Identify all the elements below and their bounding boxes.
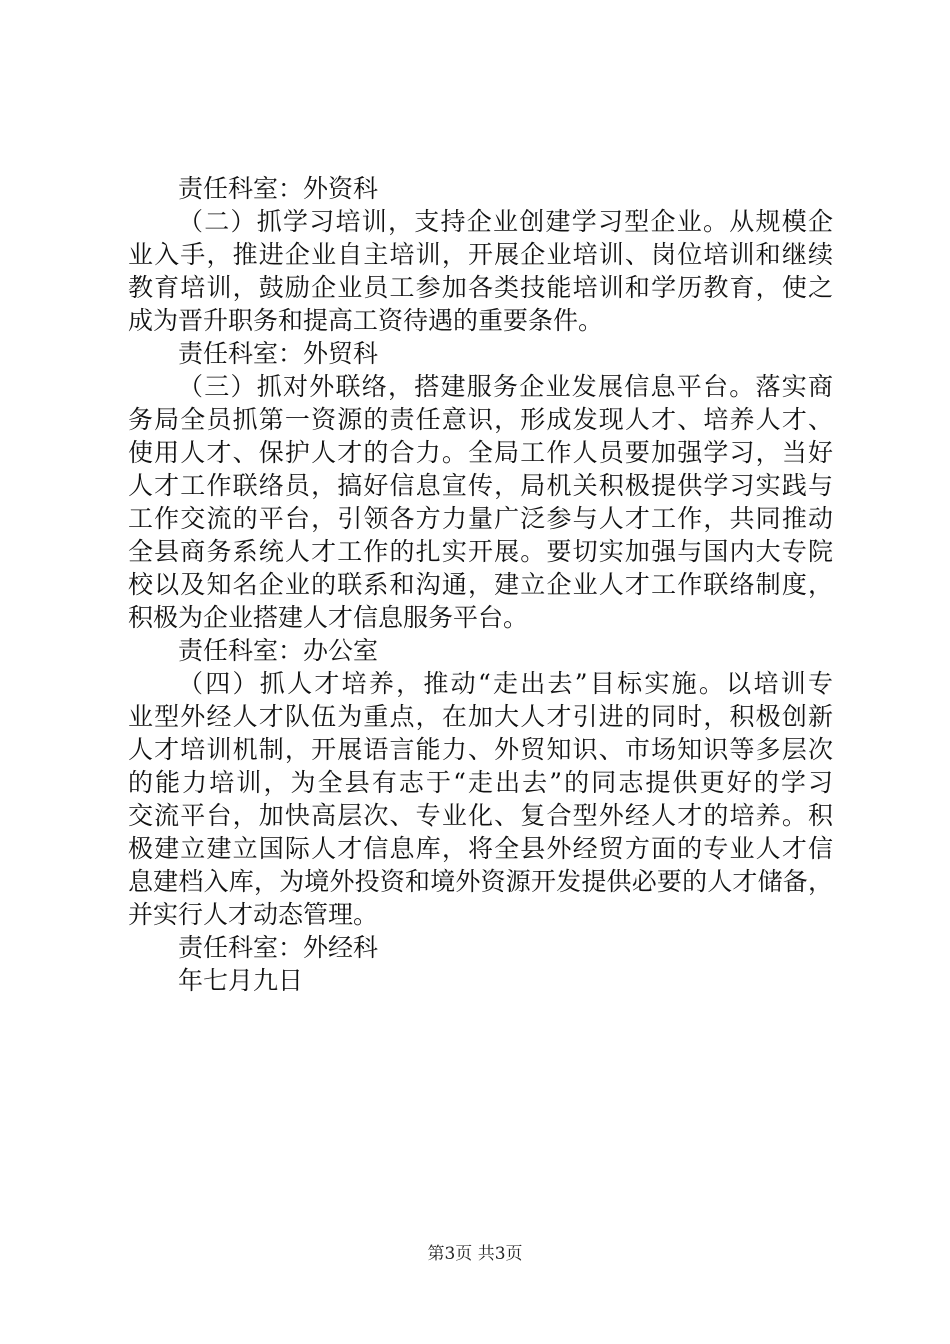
text-line: 务局全员抓第一资源的责任意识，形成发现人才、培养人才、 [128,405,833,434]
text-line: 年七月九日 [178,966,304,995]
text-line: 教育培训，鼓励企业员工参加各类技能培训和学历教育，使之 [128,273,833,302]
text-line: 责任科室：外贸科 [178,339,379,368]
document-body [128,172,833,997]
text-line: 责任科室：外资科 [178,174,379,203]
text-line: （四）抓人才培养，推动“走出去”目标实施。以培训专 [178,669,833,698]
text-line: 积极为企业搭建人才信息服务平台。 [128,603,529,632]
text-line: 校以及知名企业的联系和沟通，建立企业人才工作联络制度， [128,570,833,599]
text-line: 业入手，推进企业自主培训，开展企业培训、岗位培训和继续 [128,240,833,269]
text-line: 交流平台，加快高层次、专业化、复合型外经人才的培养。积 [128,801,833,830]
text-line: 全县商务系统人才工作的扎实开展。要切实加强与国内大专院 [128,537,833,566]
page-footer: 第3页 共3页 [427,1244,523,1264]
text-line: 业型外经人才队伍为重点，在加大人才引进的同时，积极创新 [128,702,833,731]
text-line: （二）抓学习培训，支持企业创建学习型企业。从规模企 [178,207,833,236]
text-line: 使用人才、保护人才的合力。全局工作人员要加强学习，当好 [128,438,833,467]
text-line: 成为晋升职务和提高工资待遇的重要条件。 [128,306,604,335]
text-line: 责任科室：外经科 [178,933,379,962]
text-line: 息建档入库，为境外投资和境外资源开发提供必要的人才储备， [128,867,833,896]
text-line: 极建立建立国际人才信息库，将全县外经贸方面的专业人才信 [128,834,833,863]
text-line: 人才培训机制，开展语言能力、外贸知识、市场知识等多层次 [128,735,833,764]
text-line: 工作交流的平台，引领各方力量广泛参与人才工作，共同推动 [128,504,833,533]
text-line: （三）抓对外联络，搭建服务企业发展信息平台。落实商 [178,372,833,401]
text-line: 责任科室：办公室 [178,636,379,665]
text-line: 人才工作联络员，搞好信息宣传，局机关积极提供学习实践与 [128,471,833,500]
text-line: 的能力培训，为全县有志于“走出去”的同志提供更好的学习 [128,768,833,797]
text-line: 并实行人才动态管理。 [128,900,379,929]
